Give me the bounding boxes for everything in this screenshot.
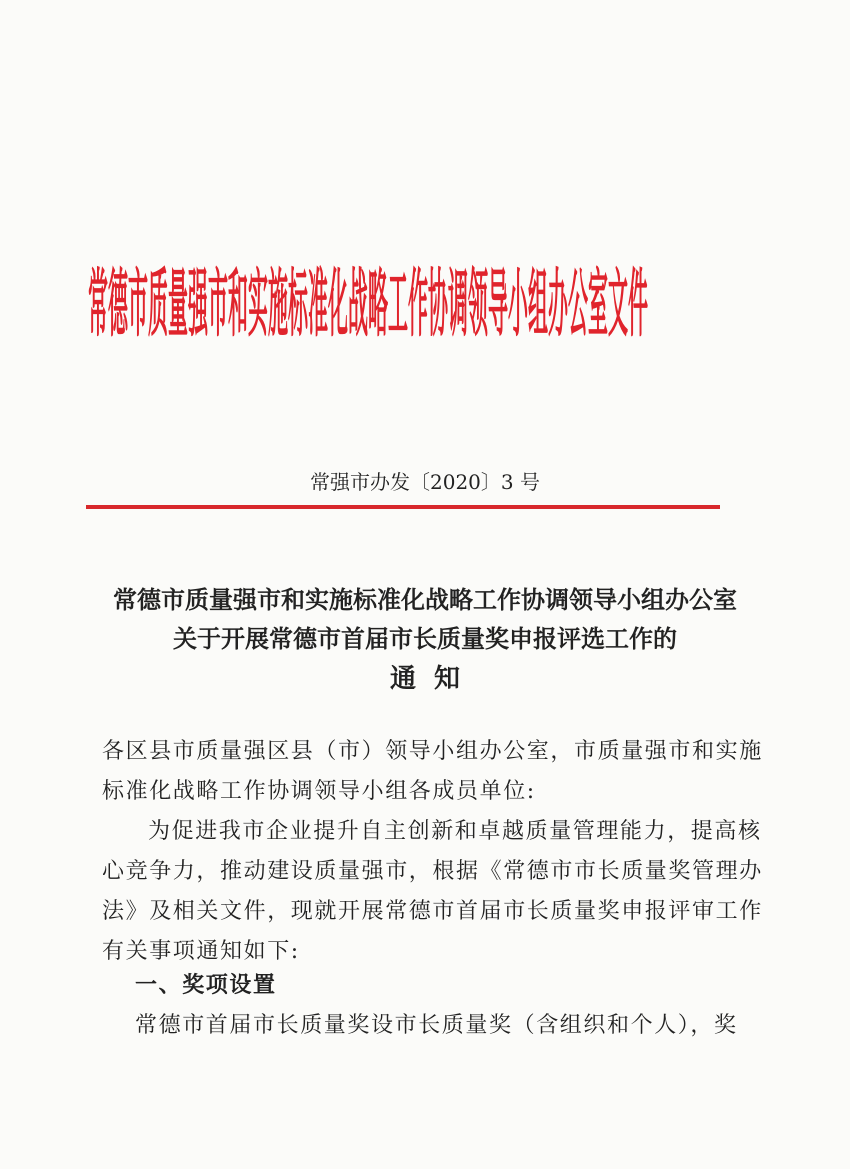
document-masthead: 常德市质量强市和实施标准化战略工作协调领导小组办公室文件 <box>88 262 648 348</box>
body-line: 标准化战略工作协调领导小组各成员单位: <box>102 779 536 804</box>
body-line: 法》及相关文件，现就开展常德市首届市长质量奖申报评审工作 <box>102 899 763 924</box>
notice-title-line-3: 通 知 <box>389 664 461 694</box>
document-number: 常强市办发〔2020〕3 号 <box>310 470 540 494</box>
body-line: 心竞争力，推动建设质量强市，根据《常德市市长质量奖管理办 <box>102 859 763 884</box>
body-line: 各区县市质量强区县（市）领导小组办公室，市质量强市和实施 <box>102 739 763 764</box>
notice-title-line-2: 关于开展常德市首届市长质量奖申报评选工作的 <box>173 625 677 653</box>
body-line: 常德市首届市长质量奖设市长质量奖（含组织和个人），奖 <box>135 1013 738 1038</box>
section-heading: 一、奖项设置 <box>135 973 277 998</box>
body-line: 为促进我市企业提升自主创新和卓越质量管理能力，提高核 <box>148 819 762 844</box>
body-line: 有关事项通知如下: <box>102 939 300 964</box>
red-divider-line <box>86 505 720 509</box>
notice-title-line-1: 常德市质量强市和实施标准化战略工作协调领导小组办公室 <box>113 586 737 614</box>
